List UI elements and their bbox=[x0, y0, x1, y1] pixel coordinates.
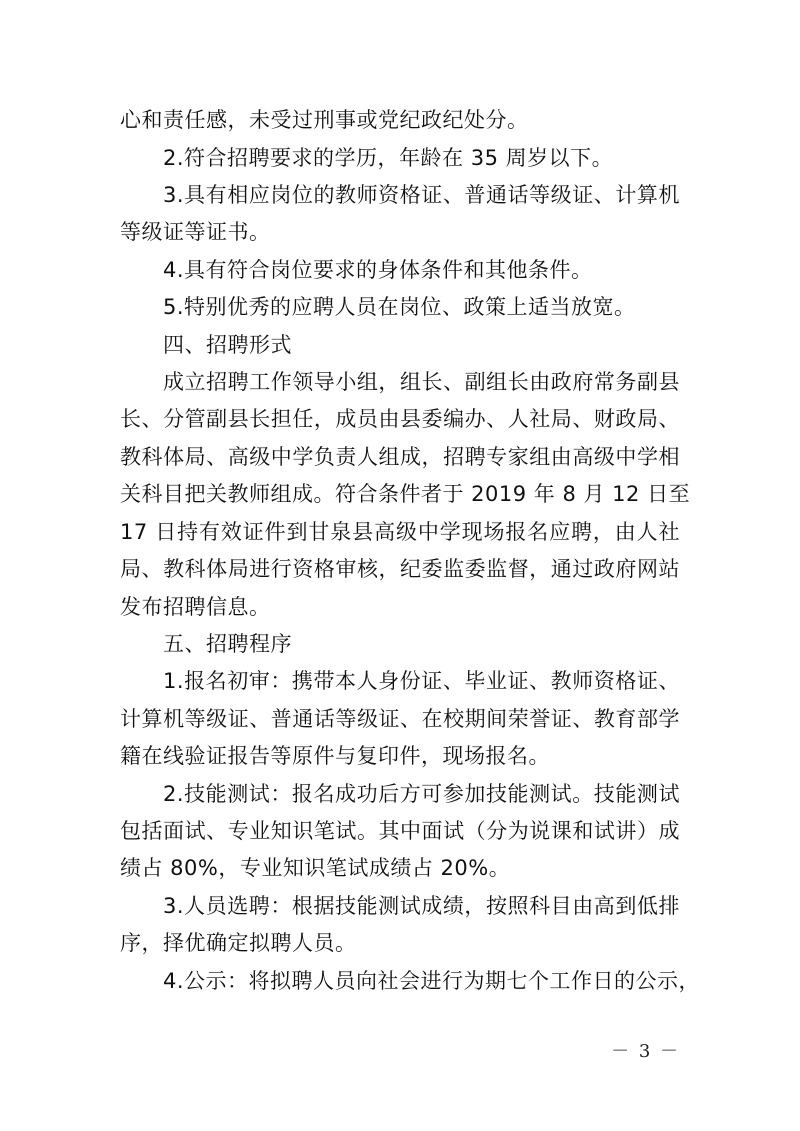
text-line-6: 5.特别优秀的应聘人员在岗位、政策上适当放宽。 bbox=[163, 295, 636, 319]
text-line-19: 2.技能测试：报名成功后方可参加技能测试。技能测试 bbox=[163, 782, 680, 806]
text-line-12: 17 日持有效证件到甘泉县高级中学现场报名应聘，由人社 bbox=[120, 520, 680, 544]
text-line-1: 心和责任感，未受过刑事或党纪政纪处分。 bbox=[120, 108, 529, 132]
text-line-23: 序，择优确定拟聘人员。 bbox=[120, 931, 357, 955]
text-line-22: 3.人员选聘：根据技能测试成绩，按照科目由高到低排 bbox=[163, 894, 680, 918]
text-line-17: 计算机等级证、普通话等级证、在校期间荣誉证、教育部学 bbox=[120, 707, 680, 731]
text-line-2: 2.符合招聘要求的学历，年龄在 35 周岁以下。 bbox=[163, 146, 614, 170]
text-line-9: 长、分管副县长担任，成员由县委编办、人社局、财政局、 bbox=[120, 407, 680, 431]
section-heading-5: 五、招聘程序 bbox=[163, 632, 292, 656]
text-line-16: 1.报名初审：携带本人身份证、毕业证、教师资格证、 bbox=[163, 669, 680, 693]
text-line-24: 4.公示：将拟聘人员向社会进行为期七个工作日的公示， bbox=[163, 969, 701, 993]
text-line-5: 4.具有符合岗位要求的身体条件和其他条件。 bbox=[163, 258, 593, 282]
text-line-13: 局、教科体局进行资格审核，纪委监委监督，通过政府网站 bbox=[120, 557, 680, 581]
text-line-14: 发布招聘信息。 bbox=[120, 595, 271, 619]
text-line-3: 3.具有相应岗位的教师资格证、普通话等级证、计算机 bbox=[163, 183, 680, 207]
section-heading-4: 四、招聘形式 bbox=[163, 333, 292, 357]
text-line-8: 成立招聘工作领导小组，组长、副组长由政府常务副县 bbox=[163, 370, 680, 394]
text-line-18: 籍在线验证报告等原件与复印件，现场报名。 bbox=[120, 744, 550, 768]
text-line-10: 教科体局、高级中学负责人组成，招聘专家组由高级中学相 bbox=[120, 445, 680, 469]
text-line-11: 关科目把关教师组成。符合条件者于 2019 年 8 月 12 日至 bbox=[120, 482, 691, 506]
text-line-4: 等级证等证书。 bbox=[120, 220, 271, 244]
text-line-20: 包括面试、专业知识笔试。其中面试（分为说课和试讲）成 bbox=[120, 819, 680, 843]
page-number: － 3 － bbox=[611, 1041, 680, 1062]
text-line-21: 绩占 80%，专业知识笔试成绩占 20%。 bbox=[120, 856, 511, 880]
